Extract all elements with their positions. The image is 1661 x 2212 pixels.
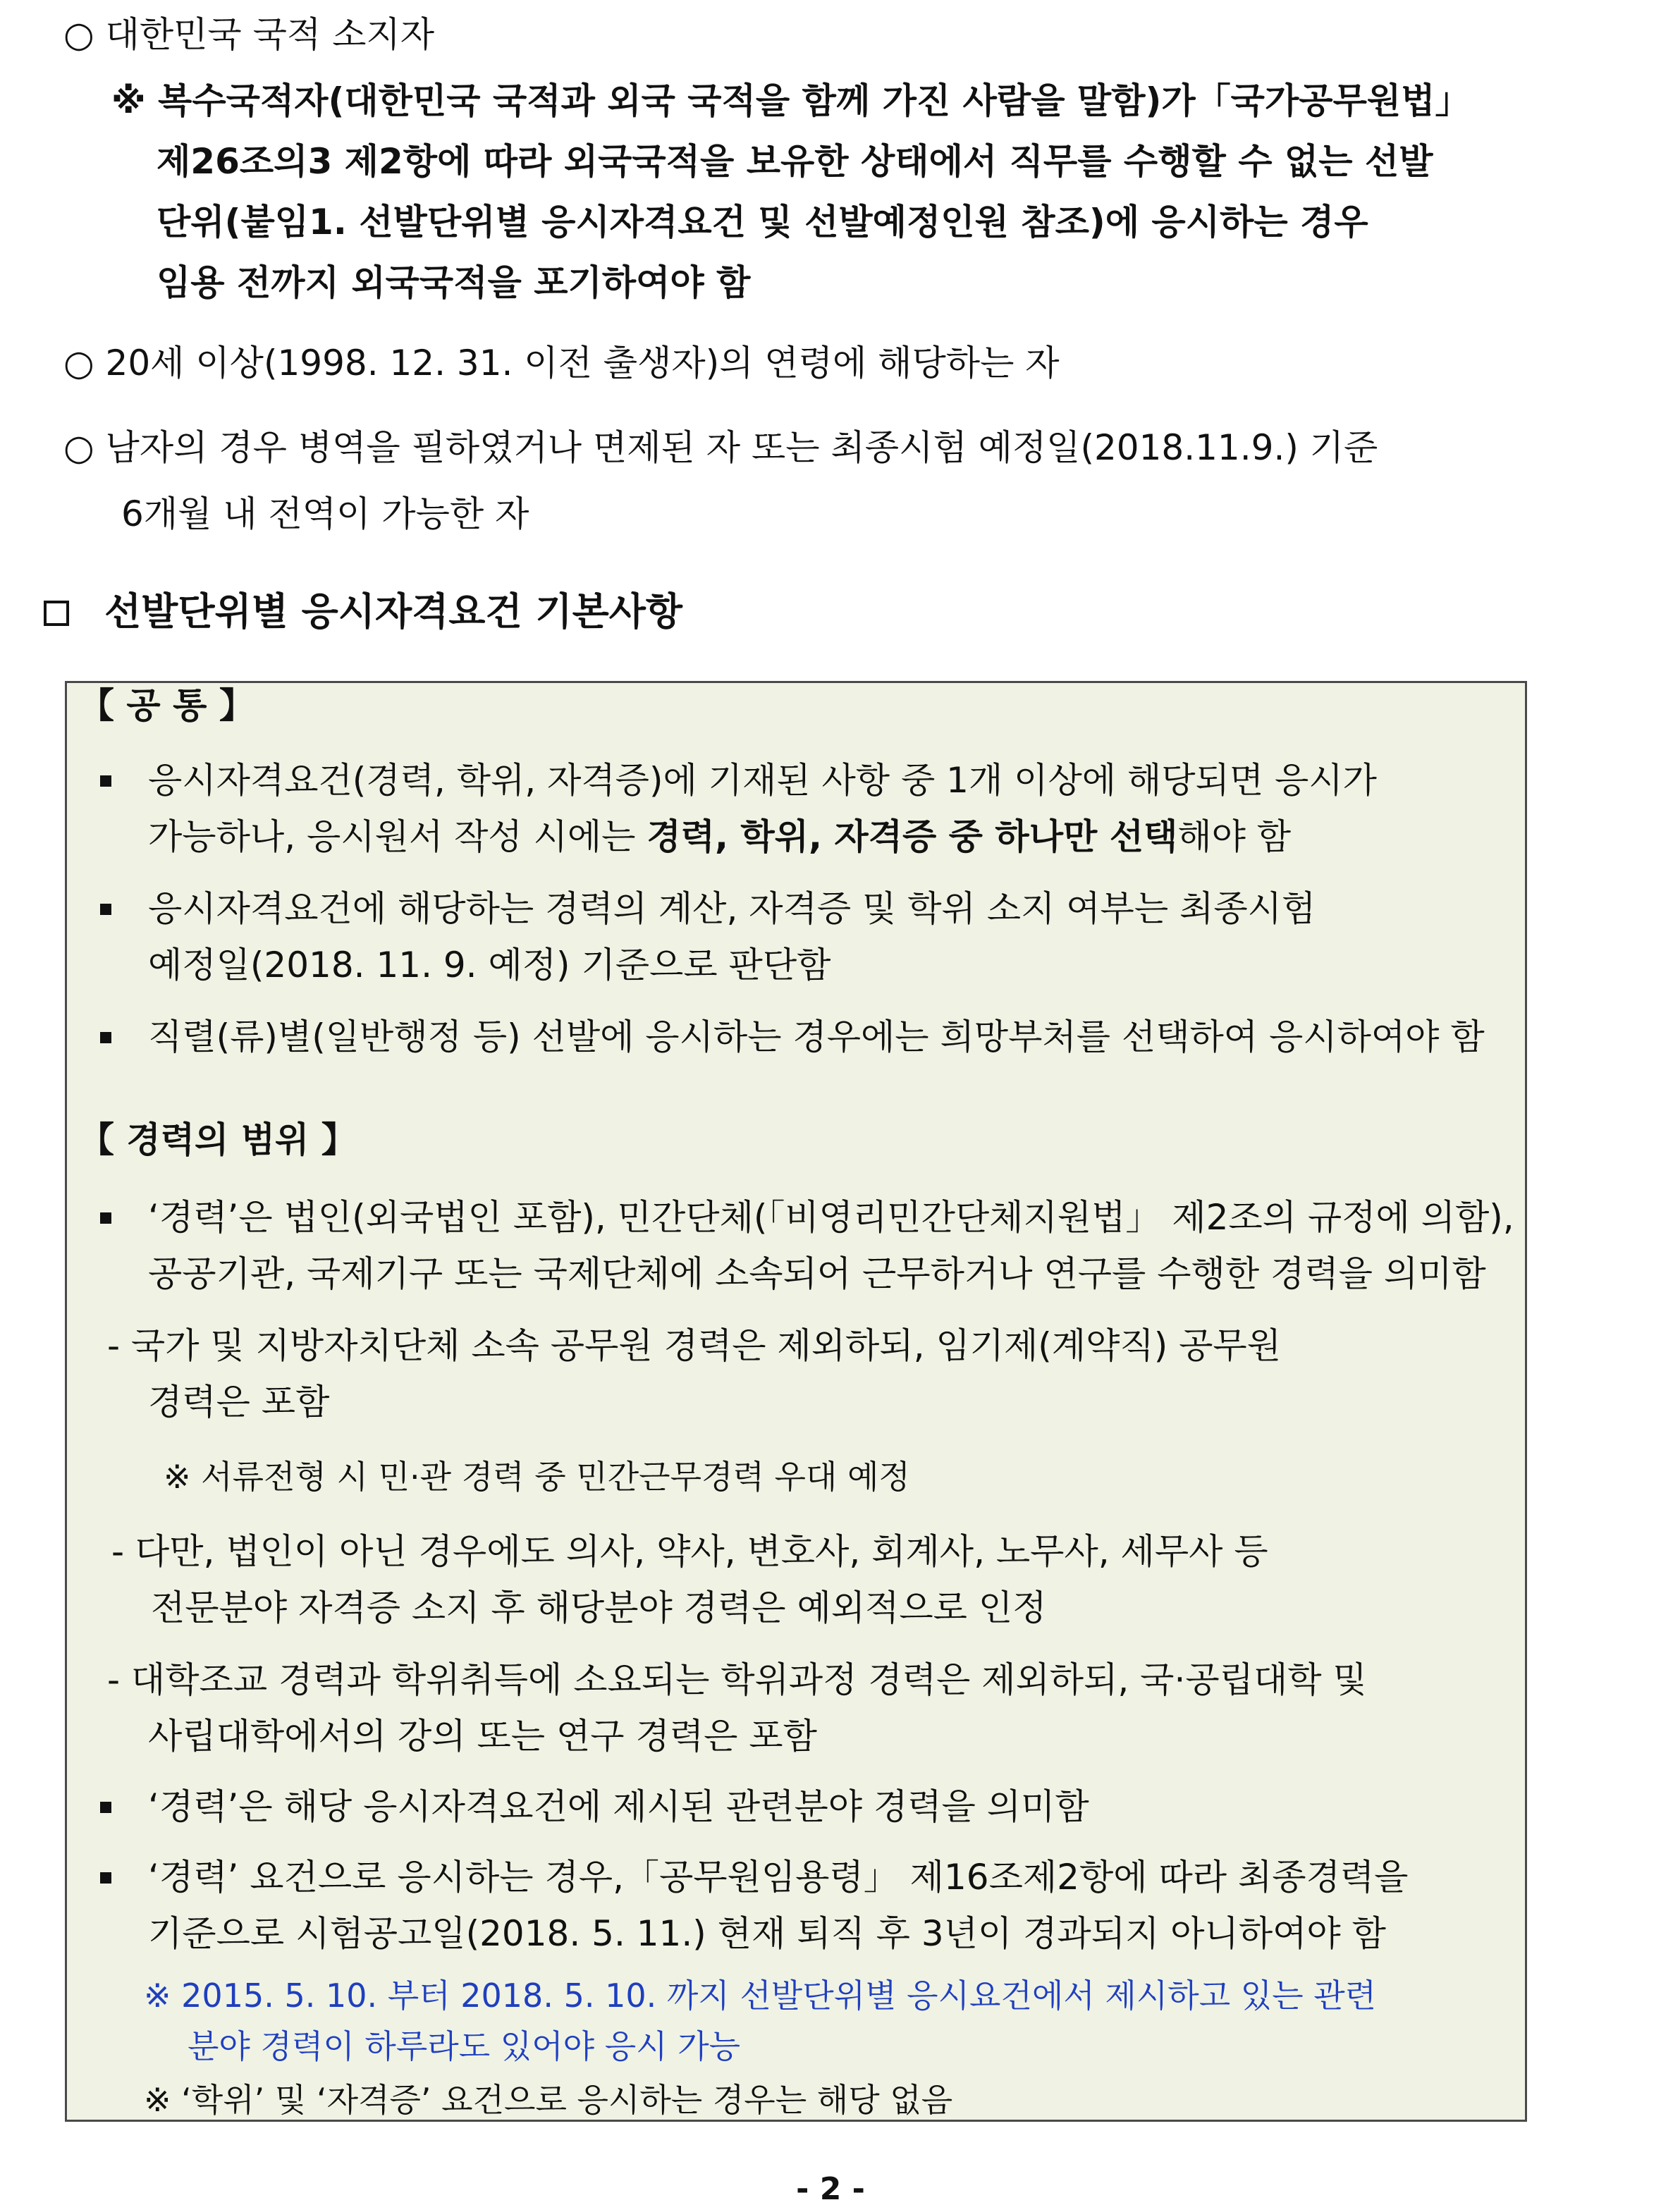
square-bullet-icon [44, 601, 69, 626]
dual-nationality-note-line-1 [111, 76, 1528, 125]
square-bullet-icon [100, 1032, 111, 1043]
common-item-1-bold: 경력, 학위, 자격증 중 하나만 선택 [646, 816, 1178, 857]
career-dash-1-note: ※ 서류전형 시 민·관 경력 중 민간근무경력 우대 예정 [164, 1458, 910, 1496]
dual-note-text-1a: ※ 복수국적자(대한민국 국적과 외국 국적을 함께 가진 사람을 말함)가 [111, 80, 1196, 121]
dual-nationality-note-line-4: 임용 전까지 외국국적을 포기하여야 함 [157, 262, 751, 303]
age-requirement: ○ 20세 이상(1998. 12. 31. 이전 출생자)의 연령에 해당하는 자 [63, 343, 1060, 383]
common-item-1-line-2 [148, 812, 1291, 861]
common-item-2-line-2: 예정일(2018. 11. 9. 예정) 기준으로 판단함 [148, 945, 831, 985]
common-item-1-line-1: 응시자격요건(경력, 학위, 자격증)에 기재된 사항 중 1개 이상에 해당되면 응시가 [148, 760, 1377, 801]
common-item-2-line-1: 응시자격요건에 해당하는 경력의 계산, 자격증 및 학위 소지 여부는 최종시험 [148, 888, 1316, 929]
career-bullet-3-line-1: ‘경력’ 요건으로 응시하는 경우,「공무원임용령」 제16조제2항에 따라 최종경력을 [148, 1857, 1409, 1898]
career-dash-2-line-2: 전문분야 자격증 소지 후 해당분야 경력은 예외적으로 인정 [151, 1587, 1047, 1628]
square-bullet-icon [100, 1212, 111, 1224]
dual-note-text-1b: 「국가공무원법」 [1195, 80, 1471, 121]
common-item-3-line-1: 직렬(류)별(일반행정 등) 선발에 응시하는 경우에는 희망부처를 선택하여 응시하여야 함 [148, 1016, 1485, 1057]
career-last-note: ※ ‘학위’ 및 ‘자격증’ 요건으로 응시하는 경우는 해당 없음 [144, 2081, 953, 2119]
dual-nationality-note-line-2: 제26조의3 제2항에 따라 외국국적을 보유한 상태에서 직무를 수행할 수 없는 선발 [157, 141, 1433, 182]
military-requirement-line-2: 6개월 내 전역이 가능한 자 [121, 493, 529, 534]
career-section-title: 【 경력의 범위 】 [79, 1119, 357, 1160]
military-requirement-line-1: ○ 남자의 경우 병역을 필하였거나 면제된 자 또는 최종시험 예정일(2018.11.9.) 기준 [63, 427, 1378, 468]
square-bullet-icon [100, 1872, 111, 1884]
career-bullet-1-line-1: ‘경력’은 법인(외국법인 포함), 민간단체(「비영리민간단체지원법」 제2조의 규정에 의함), [148, 1197, 1514, 1238]
career-dash-3-line-1: - 대학조교 경력과 학위취득에 소요되는 학위과정 경력은 제외하되, 국·공립대학 및 [107, 1659, 1367, 1700]
nationality-requirement: ○ 대한민국 국적 소지자 [63, 14, 435, 55]
square-bullet-icon [100, 904, 111, 915]
career-dash-1-line-2: 경력은 포함 [148, 1382, 330, 1423]
career-bullet-1-line-2: 공공기관, 국제기구 또는 국제단체에 소속되어 근무하거나 연구를 수행한 경력을 의미함 [148, 1253, 1486, 1294]
career-dash-2-line-1: - 다만, 법인이 아닌 경우에도 의사, 약사, 변호사, 회계사, 노무사, 세무사 등 [111, 1531, 1268, 1572]
career-blue-note-line-1: ※ 2015. 5. 10. 부터 2018. 5. 10. 까지 선발단위별 응시요건에서 제시하고 있는 관련 [144, 1977, 1377, 2015]
common-section-title: 【 공 통 】 [79, 685, 255, 726]
career-dash-1-line-1: - 국가 및 지방자치단체 소속 공무원 경력은 제외하되, 임기제(계약직) 공무원 [107, 1325, 1281, 1366]
career-dash-3-line-2: 사립대학에서의 강의 또는 연구 경력은 포함 [148, 1716, 817, 1757]
page-number: - 2 - [796, 2171, 865, 2207]
career-bullet-3-line-2: 기준으로 시험공고일(2018. 5. 11.) 현재 퇴직 후 3년이 경과되지 아니하여야 함 [148, 1913, 1386, 1954]
career-bullet-2-line-1: ‘경력’은 해당 응시자격요건에 제시된 관련분야 경력을 의미함 [148, 1786, 1089, 1827]
square-bullet-icon [100, 775, 111, 787]
square-bullet-icon [100, 1802, 111, 1813]
career-blue-note-line-2: 분야 경력이 하루라도 있어야 응시 가능 [188, 2027, 741, 2065]
common-item-1-post: 해야 함 [1177, 816, 1292, 857]
common-item-1-pre: 가능하나, 응시원서 작성 시에는 [148, 816, 647, 857]
section-title: 선발단위별 응시자격요건 기본사항 [104, 589, 683, 634]
dual-nationality-note-line-3: 단위(붙임1. 선발단위별 응시자격요건 및 선발예정인원 참조)에 응시하는 경우 [157, 202, 1368, 242]
